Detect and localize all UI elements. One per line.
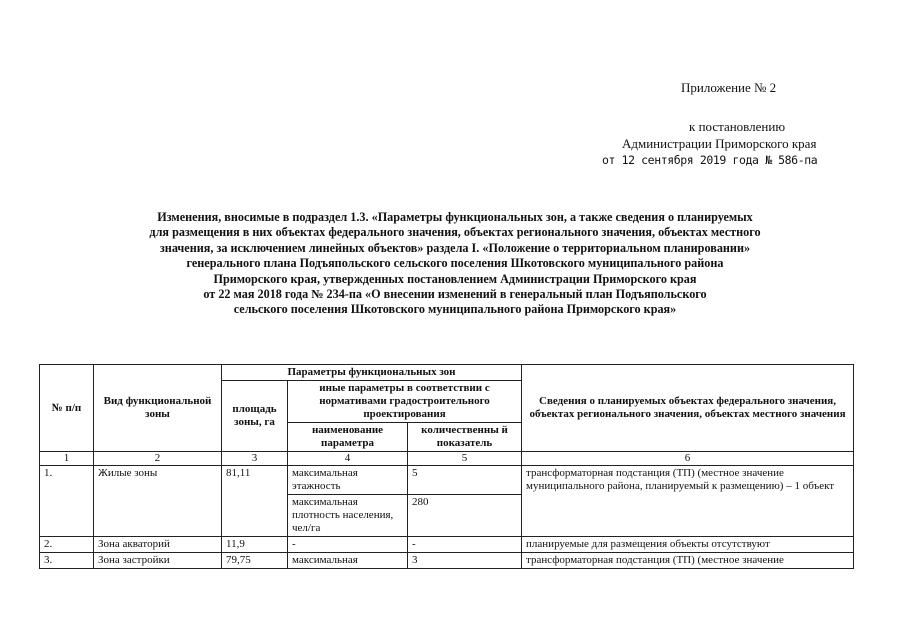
title-line: Изменения, вносимые в подраздел 1.3. «Параметры функциональных зон, а также сведения о планируемых [157, 210, 753, 224]
administration-name: Администрации Приморского края [622, 136, 817, 151]
table-row [40, 553, 854, 569]
table-row [40, 466, 854, 495]
zone-name: Зона застройки [94, 553, 222, 569]
param-value: 280 [408, 495, 522, 537]
title-line: значения, за исключением линейных объектов» раздела I. «Положение о территориальном планировании» [159, 240, 751, 255]
header-area: площадь зоны, га [222, 381, 288, 452]
header-params-group: Параметры функциональных зон [222, 365, 522, 381]
column-number: 2 [94, 452, 222, 466]
column-number: 4 [288, 452, 408, 466]
title-line: от 22 мая 2018 года № 234-па «О внесении изменений в генеральный план Подъяпольского [203, 287, 707, 302]
zone-area: 81,11 [222, 466, 288, 537]
zone-name: Зона акваторий [94, 537, 222, 553]
decree-date-stamp: от 12 сентября 2019 года № 586-па [602, 153, 818, 167]
column-number: 3 [222, 452, 288, 466]
header-param-name: наименование параметра [288, 423, 408, 452]
planned-objects: планируемые для размещения объекты отсутствуют [522, 537, 854, 553]
planned-objects: трансформаторная подстанция (ТП) (местное значение [522, 553, 854, 569]
zones-table [39, 364, 854, 569]
title-line: генерального плана Подъяпольского сельского поселения Шкотовского муниципального района [186, 256, 724, 271]
param-name: максимальная плотность населения, чел/га [288, 495, 408, 537]
table-row [40, 537, 854, 553]
row-number: 3. [40, 553, 94, 569]
header-zone-type: Вид функциональной зоны [94, 365, 222, 452]
zone-area: 11,9 [222, 537, 288, 553]
column-number: 6 [522, 452, 854, 466]
header-num: № п/п [40, 365, 94, 452]
param-value: 5 [408, 466, 522, 495]
param-value: - [408, 537, 522, 553]
title-line: Приморского края, утвержденных постановлением Администрации Приморского края [213, 271, 697, 286]
title-line: для размещения в них объектах федерального значения, объектах регионального значения, объектах местного [149, 225, 761, 240]
title-line: сельского поселения Шкотовского муниципального района Приморского края» [233, 302, 677, 317]
header-other-params: иные параметры в соответствии с нормативами градостроительного проектирования [288, 381, 522, 423]
param-name: максимальная [288, 553, 408, 569]
zone-area: 79,75 [222, 553, 288, 569]
param-name: - [288, 537, 408, 553]
param-name: максимальная этажность [288, 466, 408, 495]
document-title [40, 210, 870, 318]
header-objects: Сведения о планируемых объектах федерального значения, объектах регионального значения, объектах местного значения [522, 365, 854, 452]
column-number: 1 [40, 452, 94, 466]
row-number: 1. [40, 466, 94, 537]
column-numbers-row [40, 452, 854, 466]
column-number: 5 [408, 452, 522, 466]
zone-name: Жилые зоны [94, 466, 222, 537]
row-number: 2. [40, 537, 94, 553]
param-value: 3 [408, 553, 522, 569]
planned-objects: трансформаторная подстанция (ТП) (местное значение муниципального района, планируемый к размещению) – 1 объект [522, 466, 854, 537]
appendix-number: Приложение № 2 [681, 80, 777, 95]
to-decree-label: к постановлению [689, 119, 786, 134]
header-param-value: количественны й показатель [408, 423, 522, 452]
